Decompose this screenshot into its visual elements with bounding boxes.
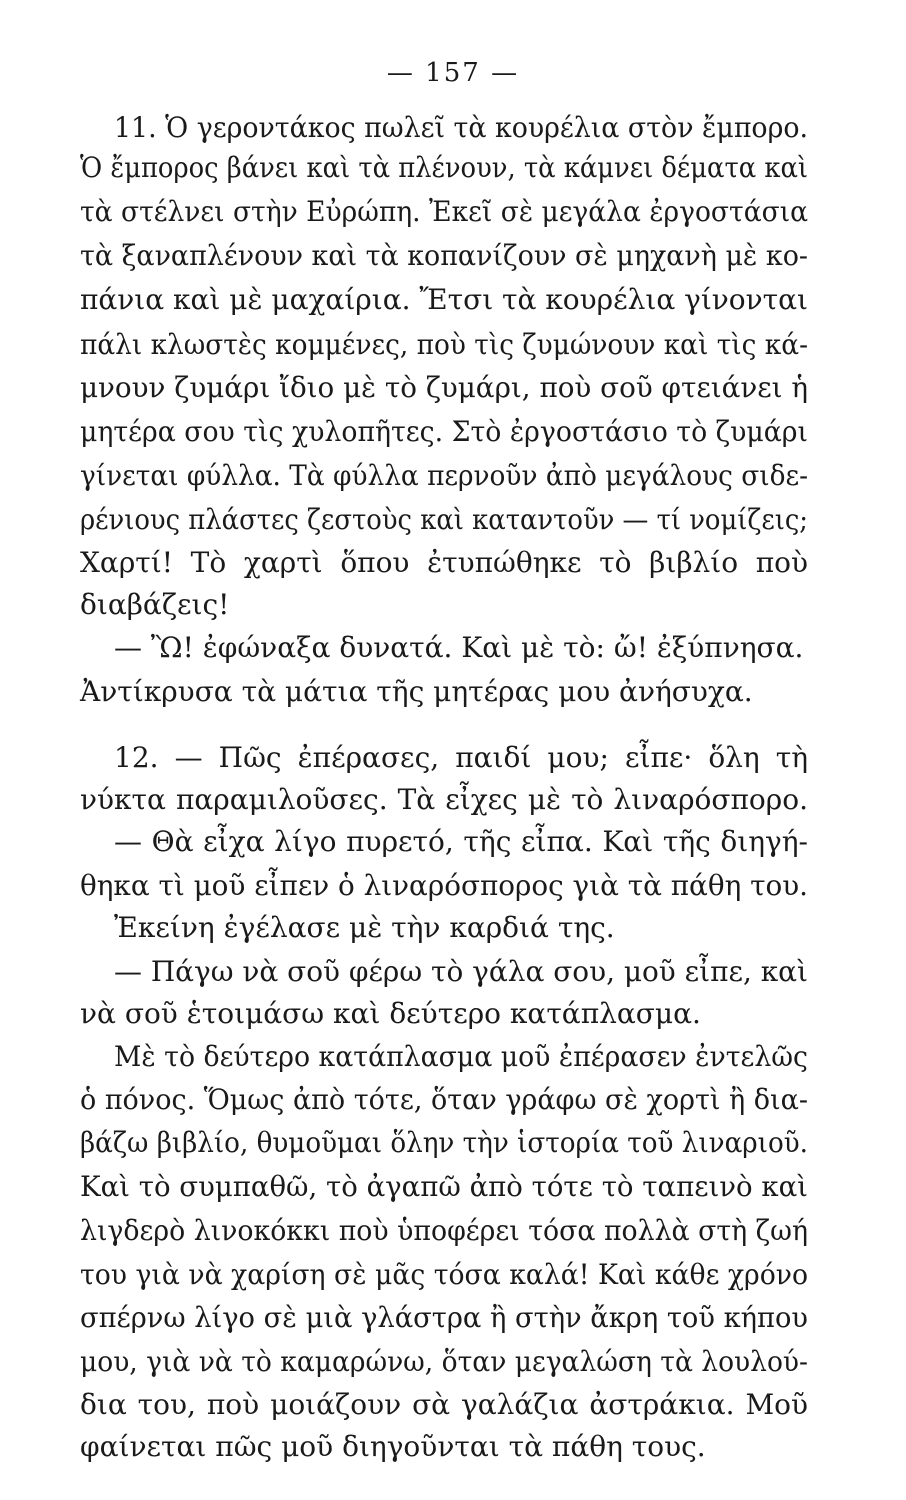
- text-line: φαίνεται πῶς μοῦ διηγοῦνται τὰ πάθη τους.: [80, 1430, 706, 1463]
- text-line: βάζω βιβλίο, θυμοῦμαι ὅλην τὴν ἱστορία τοῦ λιναριοῦ.: [80, 1126, 808, 1159]
- text-line: νύκτα παραμιλοῦσες. Τὰ εἶχες μὲ τὸ λιναρόσπορο.: [80, 783, 808, 816]
- page-number: — 157 —: [386, 58, 520, 88]
- text-line: πάνια καὶ μὲ μαχαίρια. Ἔτσι τὰ κουρέλια γίνονται: [80, 283, 809, 316]
- text-line: γίνεται φύλλα. Τὰ φύλλα περνοῦν ἀπὸ μεγάλους σιδε-: [80, 459, 809, 492]
- text-line: θηκα τὶ μοῦ εἶπεν ὁ λιναρόσπορος γιὰ τὰ πάθη του.: [80, 869, 809, 902]
- text-line: ὁ πόνος. Ὅμως ἀπὸ τότε, ὅταν γράφω σὲ χορτὶ ἢ δια-: [80, 1083, 808, 1116]
- text-line: 11. Ὁ γεροντάκος πωλεῖ τὰ κουρέλια στὸν ἔμπορο.: [114, 111, 808, 144]
- text-line: μητέρα σου τὶς χυλοπῆτες. Στὸ ἐργοστάσιο τὸ ζυμάρι: [80, 415, 808, 448]
- text-line: Ἀντίκρυσα τὰ μάτια τῆς μητέρας μου ἀνήσυχα.: [80, 675, 753, 708]
- text-line: μου, γιὰ νὰ τὸ καμαρώνω, ὅταν μεγαλώση τὰ λουλού-: [80, 1345, 809, 1378]
- text-line: — Πάγω νὰ σοῦ φέρω τὸ γάλα σου, μοῦ εἶπε, καὶ: [114, 955, 808, 988]
- text-line: Καὶ τὸ συμπαθῶ, τὸ ἀγαπῶ ἀπὸ τότε τὸ ταπεινὸ καὶ: [80, 1170, 808, 1203]
- text-line: σπέρνω λίγο σὲ μιὰ γλάστρα ἢ στὴν ἄκρη τοῦ κήπου: [80, 1301, 808, 1334]
- text-line: Χαρτί! Τὸ χαρτὶ ὅπου ἐτυπώθηκε τὸ βιβλίο ποὺ: [80, 546, 809, 579]
- text-line: — Ὢ! ἐφώναξα δυνατά. Καὶ μὲ τὸ: ὤ! ἐξύπνησα.: [114, 631, 804, 664]
- text-line: μνουν ζυμάρι ἴδιο μὲ τὸ ζυμάρι, ποὺ σοῦ φτειάνει ἡ: [80, 371, 809, 404]
- text-line: τὰ ξαναπλένουν καὶ τὰ κοπανίζουν σὲ μηχανὴ μὲ κο-: [80, 239, 809, 272]
- text-line: Μὲ τὸ δεύτερο κατάπλασμα μοῦ ἐπέρασεν ἐντελῶς: [114, 1040, 809, 1073]
- text-line: — Θὰ εἶχα λίγο πυρετό, τῆς εἶπα. Καὶ τῆς διηγή-: [114, 825, 809, 858]
- text-line: λιγδερὸ λινοκόκκι ποὺ ὑποφέρει τόσα πολλὰ στὴ ζωή: [80, 1214, 808, 1247]
- text-line: διαβάζεις!: [80, 588, 230, 621]
- text-line: Ὁ ἔμπορος βάνει καὶ τὰ πλένουν, τὰ κάμνει δέματα καὶ: [80, 151, 809, 184]
- text-line: Ἐκείνη ἐγέλασε μὲ τὴν καρδιά της.: [114, 911, 615, 944]
- text-line: τὰ στέλνει στὴν Εὐρώπη. Ἐκεῖ σὲ μεγάλα ἐργοστάσια: [80, 195, 809, 228]
- text-line: δια του, ποὺ μοιάζουν σὰ γαλάζια ἀστράκια. Μοῦ: [80, 1388, 808, 1421]
- text-line: ρένιους πλάστες ζεστοὺς καὶ καταντοῦν — τί νομίζεις;: [80, 503, 809, 536]
- text-line: πάλι κλωστὲς κομμένες, ποὺ τὶς ζυμώνουν καὶ τὶς κά-: [80, 328, 808, 361]
- text-line: 12. — Πῶς ἐπέρασες, παιδί μου; εἶπε· ὅλη τὴ: [114, 741, 809, 774]
- text-line: του γιὰ νὰ χαρίση σὲ μᾶς τόσα καλά! Καὶ κάθε χρόνο: [80, 1258, 809, 1291]
- text-line: νὰ σοῦ ἑτοιμάσω καὶ δεύτερο κατάπλασμα.: [80, 997, 701, 1030]
